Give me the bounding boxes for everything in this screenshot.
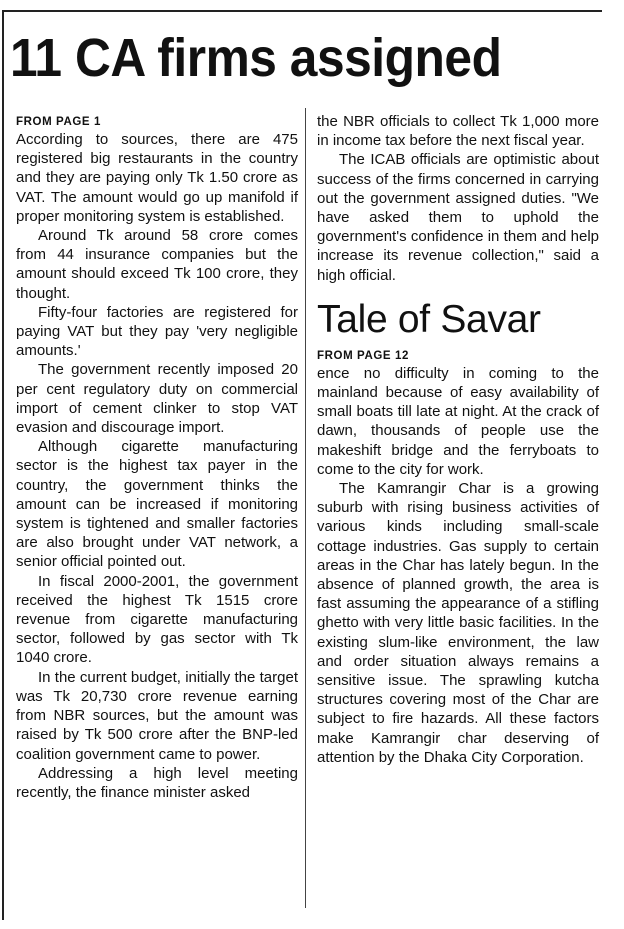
- second-article-kicker: FROM PAGE 12: [317, 349, 409, 362]
- article-kicker: FROM PAGE 1: [16, 116, 101, 128]
- top-border-rule: [2, 10, 602, 12]
- article-paragraph: Around Tk around 58 crore comes from 44 insurance companies but the amount should exceed Tk 100 crore, they thought.: [16, 227, 298, 302]
- left-column: [16, 112, 298, 802]
- article-continuation-paragraph: the NBR officials to collect Tk 1,000 more in income tax before the next fiscal year.: [317, 113, 599, 150]
- article-paragraph: In the current budget, initially the target was Tk 20,730 crore revenue earning from NBR sources, but the amount was raised by Tk 500 crore after the BNP-led coalition government came to power.: [16, 668, 298, 763]
- article-paragraph: In fiscal 2000-2001, the government received the highest Tk 1515 crore revenue from cigarette manufacturing sector, followed by gas sector with Tk 1040 crore.: [16, 572, 298, 667]
- article-continuation-paragraph: The ICAB officials are optimistic about success of the firms concerned in carrying out the government assigned duties. "We have asked them to uphold the government's confidence in them and help increase its revenue collection," said a high official.: [317, 151, 599, 284]
- article-paragraph: Addressing a high level meeting recently, the finance minister asked: [16, 764, 298, 801]
- second-article-paragraph: ence no difficulty in coming to the mainland because of easy availability of small boats till late at night. At the crack of dawn, thousands of people use the makeshift bridge and the ferryboats to come to the city for work.: [317, 364, 599, 478]
- second-article-headline: Tale of Savar: [317, 297, 541, 341]
- second-article-paragraph: The Kamrangir Char is a growing suburb with rising business activities of various kinds including small-scale cottage industries. Gas supply to certain areas in the Char has lately begun. In the absence of planned growth, the area is fast assuming the appearance of a stifling ghetto with very little basic facilities. In the existing slum-like environment, the law and order situation always remains a sensitive issue. The sprawling kutcha structures covering most of the Char are subject to fire hazards. All these factors make Kamrangir char deserving of attention by the Dhaka City Corporation.: [317, 480, 599, 766]
- article-paragraph: The government recently imposed 20 per cent regulatory duty on commercial import of cement clinker to stop VAT evasion and discourage import.: [16, 361, 298, 437]
- column-divider: [305, 108, 306, 908]
- article-paragraph: Fifty-four factories are registered for paying VAT but they pay 'very negligible amounts.': [16, 303, 298, 360]
- right-column: [317, 112, 599, 767]
- article-headline: 11 CA firms assigned: [10, 28, 502, 88]
- article-paragraph: Although cigarette manufacturing sector is the highest tax payer in the country, the government thinks the amount can be increased if monitoring system is tightened and smaller factories are also brought under VAT network, a senior official pointed out.: [16, 438, 298, 571]
- left-border-rule: [2, 10, 4, 920]
- article-paragraph: According to sources, there are 475 registered big restaurants in the country and they are paying only Tk 1.50 crore as VAT. The amount would go up manifold if proper monitoring system is established.: [16, 131, 298, 225]
